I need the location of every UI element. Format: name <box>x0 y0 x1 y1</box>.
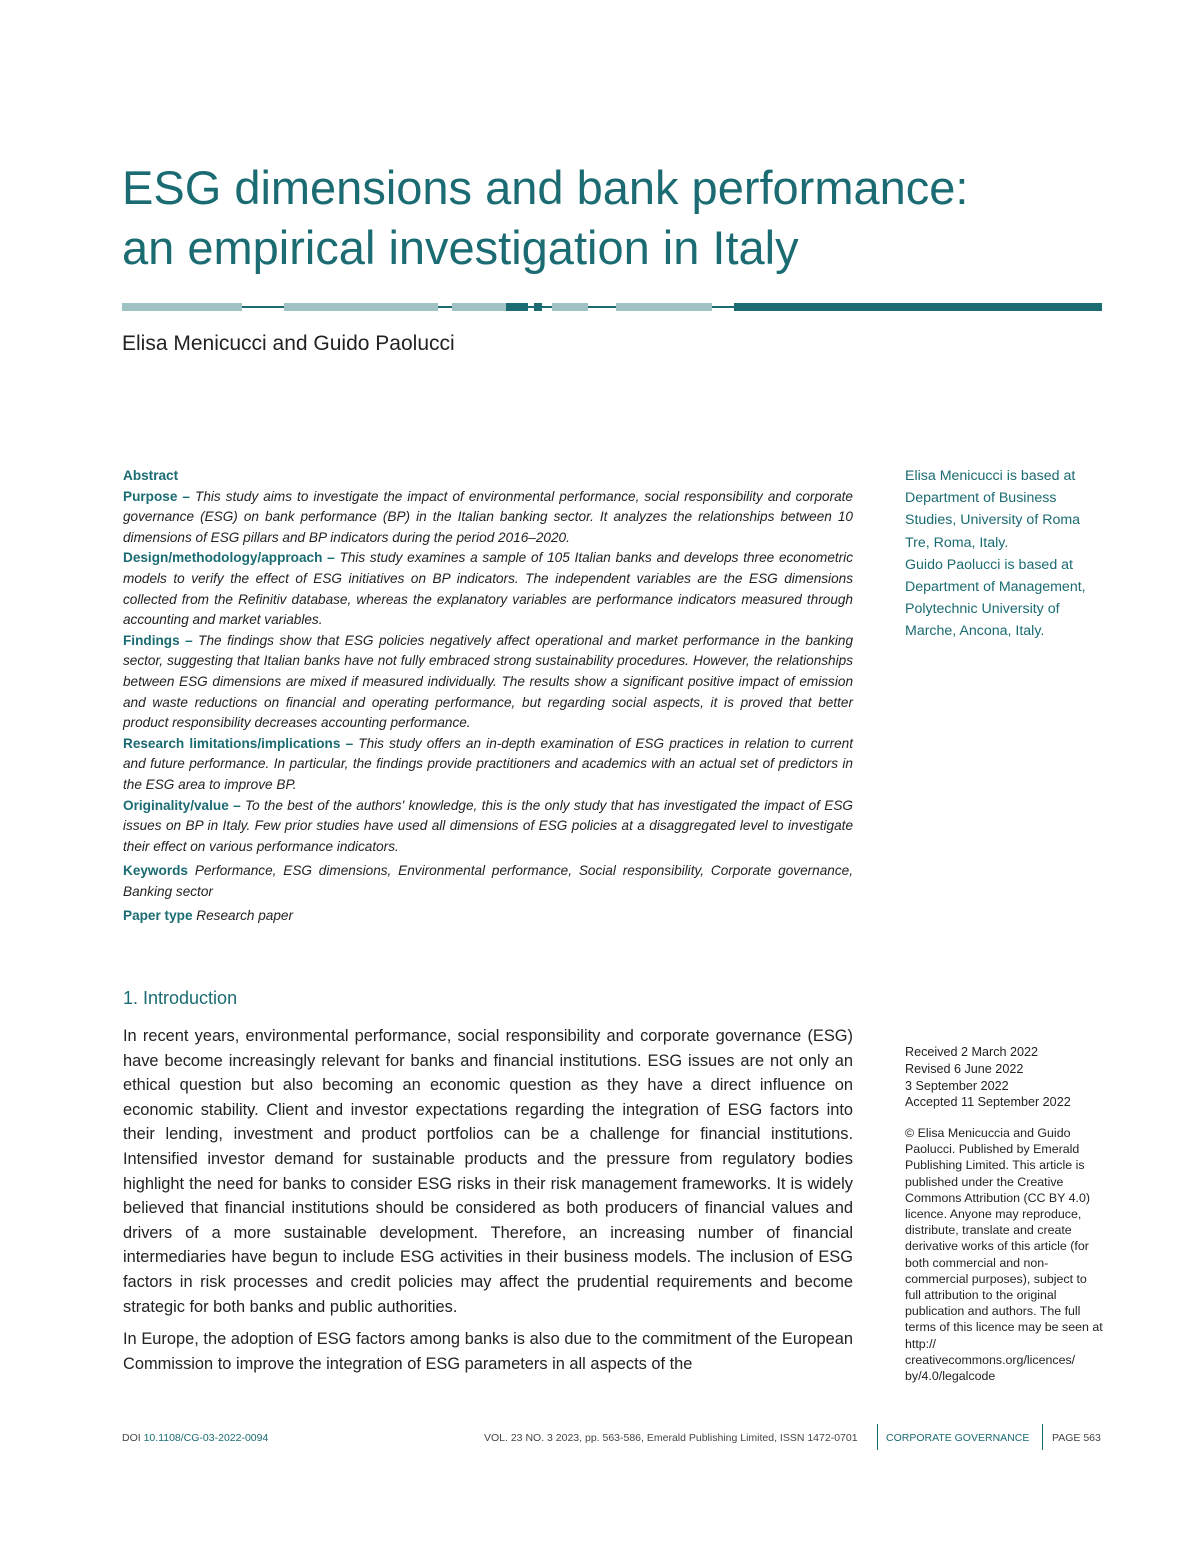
abstract-research-text: This study offers an in-depth examination of ESG practices in relation to current and future performance. In particular, the findings provide practitioners and academics with an actual set of predictors in the ESG area to improve BP. <box>123 735 854 792</box>
author-list: Elisa Menicucci and Guido Paolucci <box>122 332 455 355</box>
abstract-originality <box>123 796 853 858</box>
paper-title-line-2: an empirical investigation in Italy <box>122 221 799 274</box>
abstract-findings <box>123 631 853 734</box>
abstract-heading: Abstract <box>123 468 179 483</box>
abstract-originality-label: Originality/value – <box>123 797 241 813</box>
footer-doi-label: DOI <box>122 1432 141 1444</box>
abstract-purpose <box>123 487 853 549</box>
abstract-paper-type-label: Paper type <box>123 908 193 924</box>
footer-doi <box>122 1432 268 1444</box>
abstract-originality-text: To the best of the authors' knowledge, this is the only study that has investigated the impact of ESG issues on BP in Italy. Few prior studies have used all dimensions of ESG policies at a disaggregated level to investigate their effect on various performance indicators. <box>123 797 853 854</box>
abstract-design-label: Design/methodology/approach – <box>123 550 335 566</box>
introduction-body <box>123 1024 853 1384</box>
paper-title-line-1: ESG dimensions and bank performance: <box>122 161 969 214</box>
article-history <box>905 1044 1105 1111</box>
abstract-design <box>123 548 853 630</box>
page-footer <box>122 1424 1102 1452</box>
footer-volume-info: VOL. 23 NO. 3 2023, pp. 563-586, Emerald Publishing Limited, ISSN 1472-0701 <box>484 1432 858 1444</box>
abstract-findings-text: The findings show that ESG policies negatively affect operational and market performance in the banking sector, suggesting that Italian banks have not fully embraced strong sustainability procedures. However, the relationships between ESG dimensions are mixed if measured individually. The results show a significant positive impact of emission and waste reductions on financial and operating performance, but regarding social aspects, it is proved that better product responsibility decreases accounting performance. <box>123 632 854 731</box>
footer-divider <box>877 1424 878 1450</box>
footer-divider <box>1042 1424 1043 1450</box>
abstract-design-text: This study examines a sample of 105 Italian banks and develops three econometric models to verify the effect of ESG initiatives on BP indicators. The independent variables are the ESG dimensions collected from the Refinitiv database, whereas the explanatory variables are performance indicators measured through accounting and market variables. <box>123 550 853 628</box>
footer-journal-name: CORPORATE GOVERNANCE <box>886 1432 1030 1444</box>
abstract-keywords-label: Keywords <box>123 863 188 879</box>
author-affiliations <box>905 465 1105 643</box>
decorative-title-rule <box>122 300 1102 314</box>
footer-page-number: PAGE 563 <box>1052 1432 1101 1444</box>
abstract-keywords-text: Performance, ESG dimensions, Environmental performance, Social responsibility, Corporate governance, Banking sector <box>123 863 853 899</box>
intro-paragraph-1: In recent years, environmental performance, social responsibility and corporate governance (ESG) have become increasingly relevant for banks and financial institutions. ESG issues are not only an ethical question but also becoming an economic question as they have a direct influence on economic stability. Client and investor expectations regarding the integration of ESG factors into their lending, investment and product portfolios can be a challenge for financial institutions. Intensified investor demand for sustainable products and the pressure from regulatory bodies highlight the need for banks to consider ESG risks in their risk management frameworks. It is widely believed that financial institutions should be considered as both producers of financial values and drivers of a more sustainable development. Therefore, an increasing number of financial intermediaries have begun to include ESG activities in their business models. The inclusion of ESG factors in risk processes and credit policies may affect the prudential requirements and become strategic for both banks and public authorities. <box>123 1027 853 1316</box>
intro-paragraph-2: In Europe, the adoption of ESG factors among banks is also due to the commitment of the European Commission to improve the integration of ESG parameters in all aspects of the <box>123 1330 853 1373</box>
section-heading-introduction: 1. Introduction <box>123 988 238 1008</box>
paper-title <box>122 158 1122 278</box>
date-received: Received 2 March 2022 <box>905 1045 1039 1059</box>
abstract-paper-type-text: Research paper <box>196 908 294 924</box>
abstract-keywords <box>123 861 853 902</box>
license-note: © Elisa Menicuccia and Guido Paolucci. Published by Emerald Publishing Limited. This article is published under the Creative Commons Attribution (CC BY 4.0) licence. Anyone may reproduce, distribute, translate and create derivative works of this article (for both commercial and non-commercial purposes), subject to full attribution to the original publication and authors. The full terms of this licence may be seen at http:// creativecommons.org/licences/ by/4.0/legalcode <box>905 1126 1103 1384</box>
abstract-research-label: Research limitations/implications – <box>123 735 354 751</box>
date-revised-2: 3 September 2022 <box>905 1078 1009 1093</box>
abstract-paper-type <box>123 906 853 927</box>
abstract-findings-label: Findings – <box>123 632 193 648</box>
date-revised-1: Revised 6 June 2022 <box>905 1061 1024 1076</box>
abstract-research <box>123 734 853 796</box>
abstract-purpose-text: This study aims to investigate the impact of environmental performance, social responsibility and corporate governance (ESG) on bank performance (BP) in the Italian banking sector. It analyzes the relationships between 10 dimensions of ESG pillars and BP indicators during the period 2016–2020. <box>123 488 853 545</box>
date-accepted: Accepted 11 September 2022 <box>905 1095 1071 1110</box>
affiliation-paolucci: Guido Paolucci is based at Department of Management, Polytechnic University of Marche, Ancona, Italy. <box>905 556 1086 640</box>
doi-link[interactable]: 10.1108/CG-03-2022-0094 <box>143 1432 269 1444</box>
abstract <box>123 466 853 927</box>
affiliation-menicucci: Elisa Menicucci is based at Department of Business Studies, University of Roma Tre, Roma, Italy. <box>905 468 1081 551</box>
abstract-purpose-label: Purpose – <box>123 488 190 504</box>
